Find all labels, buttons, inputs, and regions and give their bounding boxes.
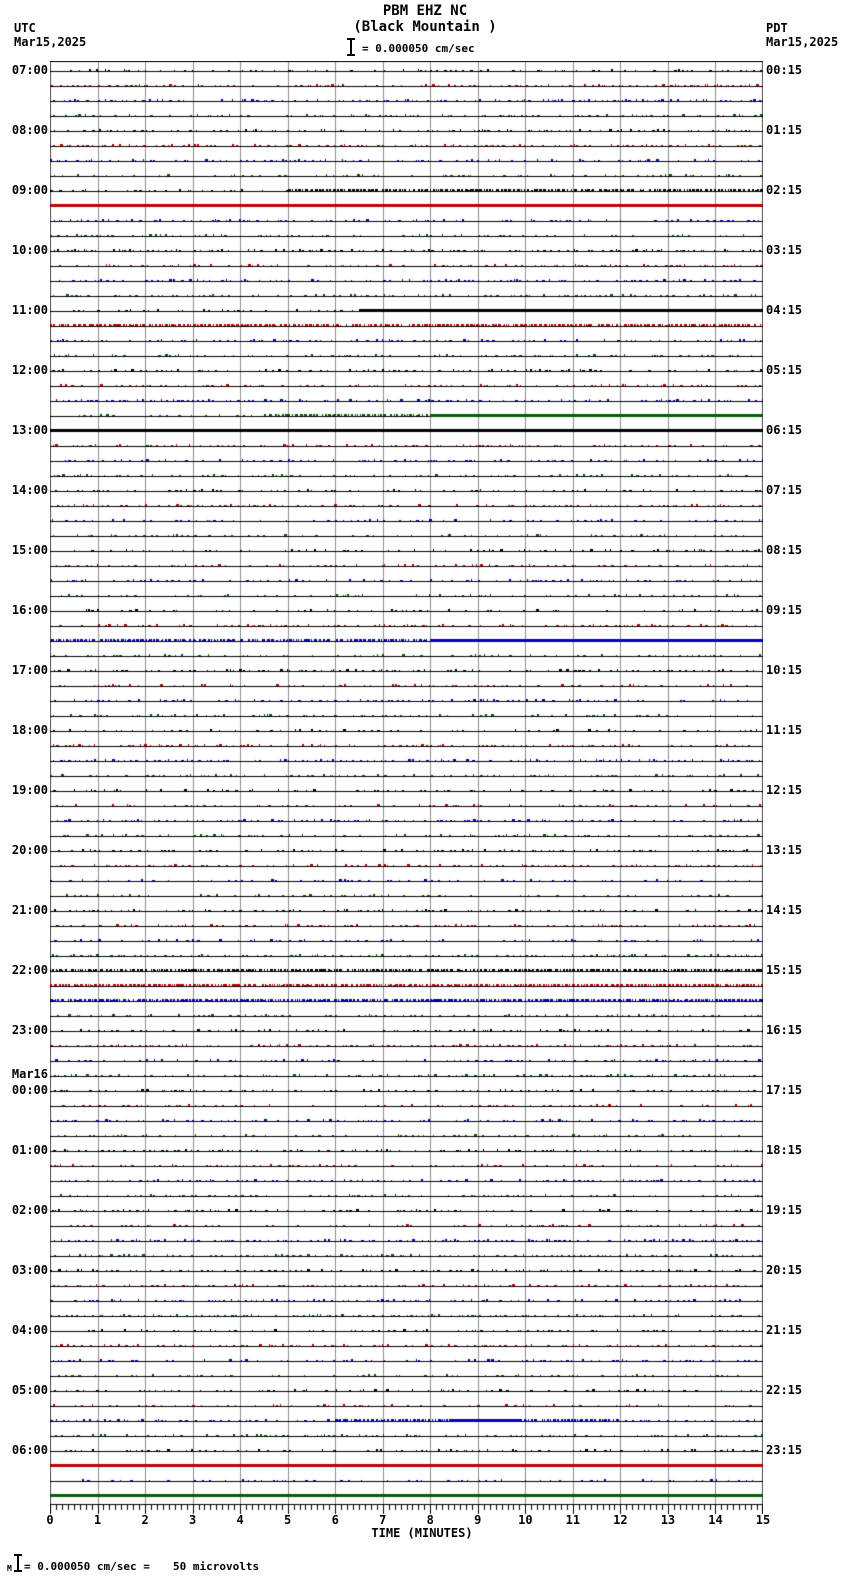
pdt-hour-label: 21:15 — [766, 1323, 803, 1337]
day-break-label: Mar16 — [11, 1067, 48, 1081]
minute-tick-label: 9 — [474, 1513, 482, 1527]
minute-tick-label: 5 — [284, 1513, 292, 1527]
pdt-hour-label: 01:15 — [766, 123, 803, 137]
seismogram-canvas — [50, 61, 763, 1516]
minute-tick-label: 4 — [236, 1513, 244, 1527]
utc-hour-label: 19:00 — [11, 783, 48, 797]
utc-hour-label: 05:00 — [11, 1383, 48, 1397]
minute-tick-label: 15 — [755, 1513, 771, 1527]
pdt-hour-label: 10:15 — [766, 663, 803, 677]
utc-hour-label: 13:00 — [11, 423, 48, 437]
pdt-hour-label: 00:15 — [766, 63, 803, 77]
minute-tick-label: 1 — [93, 1513, 102, 1527]
utc-hour-label: 17:00 — [11, 663, 48, 677]
footer-m-mark: M — [7, 1564, 12, 1573]
utc-hour-label: 04:00 — [11, 1323, 48, 1337]
utc-hour-label: 00:00 — [11, 1083, 48, 1097]
pdt-hour-label: 16:15 — [766, 1023, 803, 1037]
utc-hour-label: 16:00 — [11, 603, 48, 617]
utc-hour-label: 21:00 — [11, 903, 48, 917]
pdt-hour-label: 14:15 — [766, 903, 803, 917]
timezone-left-label: UTC — [14, 21, 36, 35]
pdt-hour-label: 07:15 — [766, 483, 803, 497]
utc-hour-label: 03:00 — [11, 1263, 48, 1277]
utc-hour-label: 22:00 — [11, 963, 48, 977]
minute-tick-label: 12 — [613, 1513, 628, 1527]
minute-tick-label: 0 — [46, 1513, 54, 1527]
utc-hour-label: 12:00 — [11, 363, 48, 377]
minute-tick-label: 3 — [188, 1513, 197, 1527]
timezone-right-label: PDT — [766, 21, 788, 35]
utc-hour-label: 23:00 — [11, 1023, 48, 1037]
pdt-hour-label: 03:15 — [766, 243, 803, 257]
pdt-hour-label: 18:15 — [766, 1143, 803, 1157]
minute-tick-label: 11 — [565, 1513, 581, 1527]
pdt-hour-label: 23:15 — [766, 1443, 803, 1457]
utc-hour-label: 06:00 — [11, 1443, 48, 1457]
utc-hour-label: 11:00 — [11, 303, 48, 317]
pdt-hour-label: 05:15 — [766, 363, 803, 377]
minute-tick-label: 6 — [331, 1513, 339, 1527]
scale-bar-icon — [346, 38, 356, 56]
minute-tick-label: 7 — [379, 1513, 387, 1527]
utc-hour-label: 14:00 — [11, 483, 48, 497]
utc-hour-label: 08:00 — [11, 123, 48, 137]
minute-tick-label: 14 — [708, 1513, 723, 1527]
footer-scale-bar-icon — [13, 1554, 23, 1572]
utc-hour-label: 01:00 — [11, 1143, 48, 1157]
utc-hour-label: 07:00 — [11, 63, 48, 77]
footer-microvolts: 50 microvolts — [173, 1560, 260, 1573]
top-scale-label: = 0.000050 cm/sec — [362, 42, 475, 55]
pdt-hour-label: 06:15 — [766, 423, 803, 437]
minute-tick-label: 10 — [518, 1513, 533, 1527]
pdt-hour-label: 15:15 — [766, 963, 803, 977]
pdt-hour-label: 09:15 — [766, 603, 803, 617]
utc-hour-label: 15:00 — [11, 543, 48, 557]
station-title: PBM EHZ NC — [382, 3, 468, 19]
x-axis-title: TIME (MINUTES) — [371, 1526, 473, 1540]
minute-tick-label: 8 — [426, 1513, 434, 1527]
pdt-hour-label: 12:15 — [766, 783, 803, 797]
utc-hour-label: 18:00 — [11, 723, 48, 737]
utc-hour-label: 02:00 — [11, 1203, 48, 1217]
pdt-hour-label: 11:15 — [766, 723, 803, 737]
utc-hour-label: 09:00 — [11, 183, 48, 197]
pdt-hour-label: 17:15 — [766, 1083, 803, 1097]
station-location: (Black Mountain ) — [353, 19, 497, 35]
minute-tick-label: 13 — [660, 1513, 676, 1527]
pdt-hour-label: 08:15 — [766, 543, 803, 557]
utc-hour-label: 10:00 — [11, 243, 48, 257]
pdt-hour-label: 02:15 — [766, 183, 803, 197]
footer-scale-note: = 0.000050 cm/sec = — [24, 1560, 150, 1573]
utc-hour-label: 20:00 — [11, 843, 48, 857]
pdt-hour-label: 19:15 — [766, 1203, 803, 1217]
pdt-hour-label: 22:15 — [766, 1383, 803, 1397]
date-right-label: Mar15,2025 — [766, 35, 839, 49]
pdt-hour-label: 20:15 — [766, 1263, 803, 1277]
minute-tick-label: 2 — [141, 1513, 149, 1527]
date-left-label: Mar15,2025 — [14, 35, 87, 49]
pdt-hour-label: 13:15 — [766, 843, 803, 857]
pdt-hour-label: 04:15 — [766, 303, 803, 317]
